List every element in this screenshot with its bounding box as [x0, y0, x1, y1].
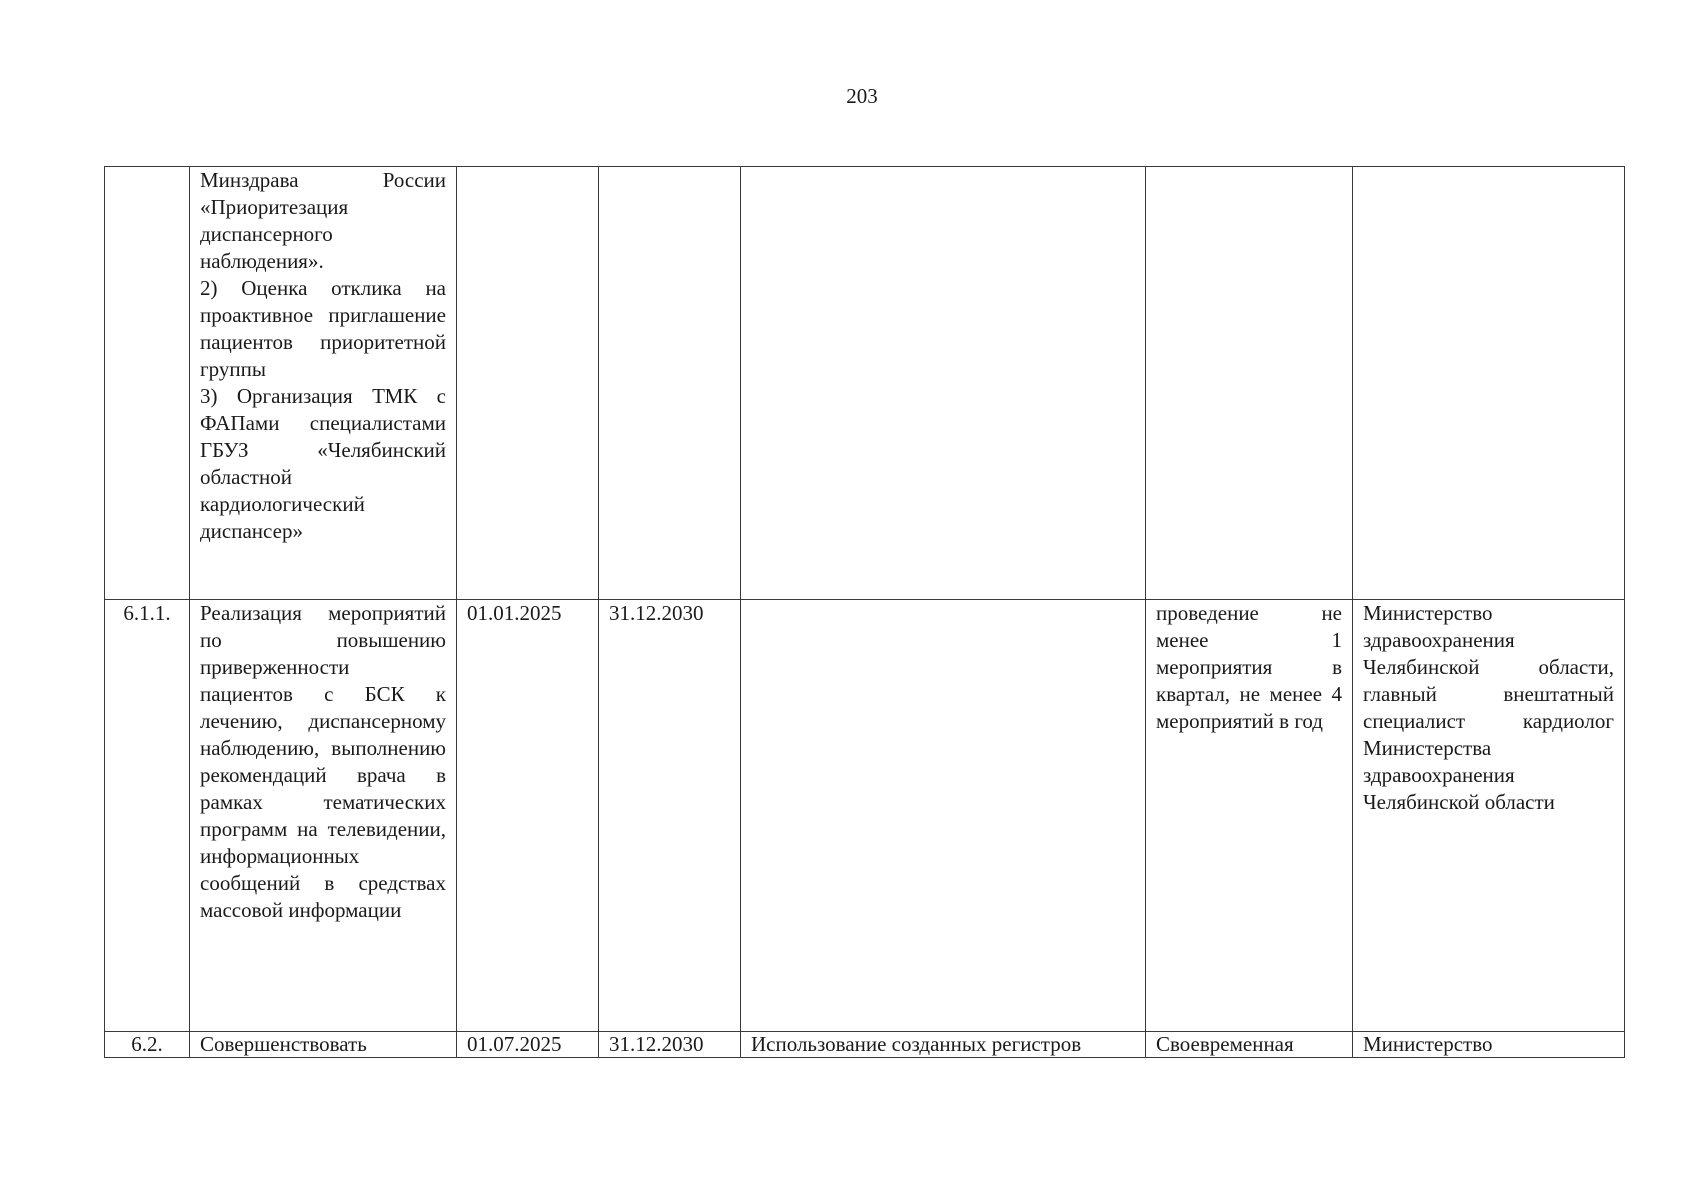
cell-activity-name: Реализация мероприятий по повышению приверженности пациентов с БСК к лечению, диспансерному наблюдению, выполнению рекомендаций врача в рамках тематических программ на телевидении, информационных сообщений в средствах массовой информации [190, 600, 457, 1032]
cell-end-date: 31.12.2030 [599, 1032, 741, 1058]
cell-start-date: 01.01.2025 [457, 600, 599, 1032]
cell-responsible: Министерство здравоохранения Челябинской области, главный внештатный специалист кардиолог Министерства здравоохранения Челябинской области [1353, 600, 1625, 1032]
cell-end-date [599, 167, 741, 600]
table-row [105, 600, 1625, 1032]
cell-activity-name: Совершенствовать [190, 1032, 457, 1058]
cell-result [741, 600, 1146, 1032]
table-row [105, 1032, 1625, 1058]
cell-indicator [1146, 167, 1353, 600]
cell-number [105, 167, 190, 600]
cell-activity-name: Минздрава России «Приоритезация диспансерного наблюдения». 2) Оценка отклика на проактивное приглашение пациентов приоритетной группы 3) Организация ТМК с ФАПами специалистами ГБУЗ «Челябинский областной кардиологический диспансер» [190, 167, 457, 600]
cell-number: 6.2. [105, 1032, 190, 1058]
cell-result: Использование созданных регистров [741, 1032, 1146, 1058]
table-row [105, 167, 1625, 600]
cell-indicator: Своевременная [1146, 1032, 1353, 1058]
cell-responsible [1353, 167, 1625, 600]
cell-start-date [457, 167, 599, 600]
activities-table [104, 166, 1625, 1058]
cell-result [741, 167, 1146, 600]
cell-responsible: Министерство [1353, 1032, 1625, 1058]
cell-number: 6.1.1. [105, 600, 190, 1032]
page-number: 203 [846, 84, 878, 108]
cell-start-date: 01.07.2025 [457, 1032, 599, 1058]
cell-indicator: проведение не менее 1 мероприятия в квартал, не менее 4 мероприятий в год [1146, 600, 1353, 1032]
cell-end-date: 31.12.2030 [599, 600, 741, 1032]
